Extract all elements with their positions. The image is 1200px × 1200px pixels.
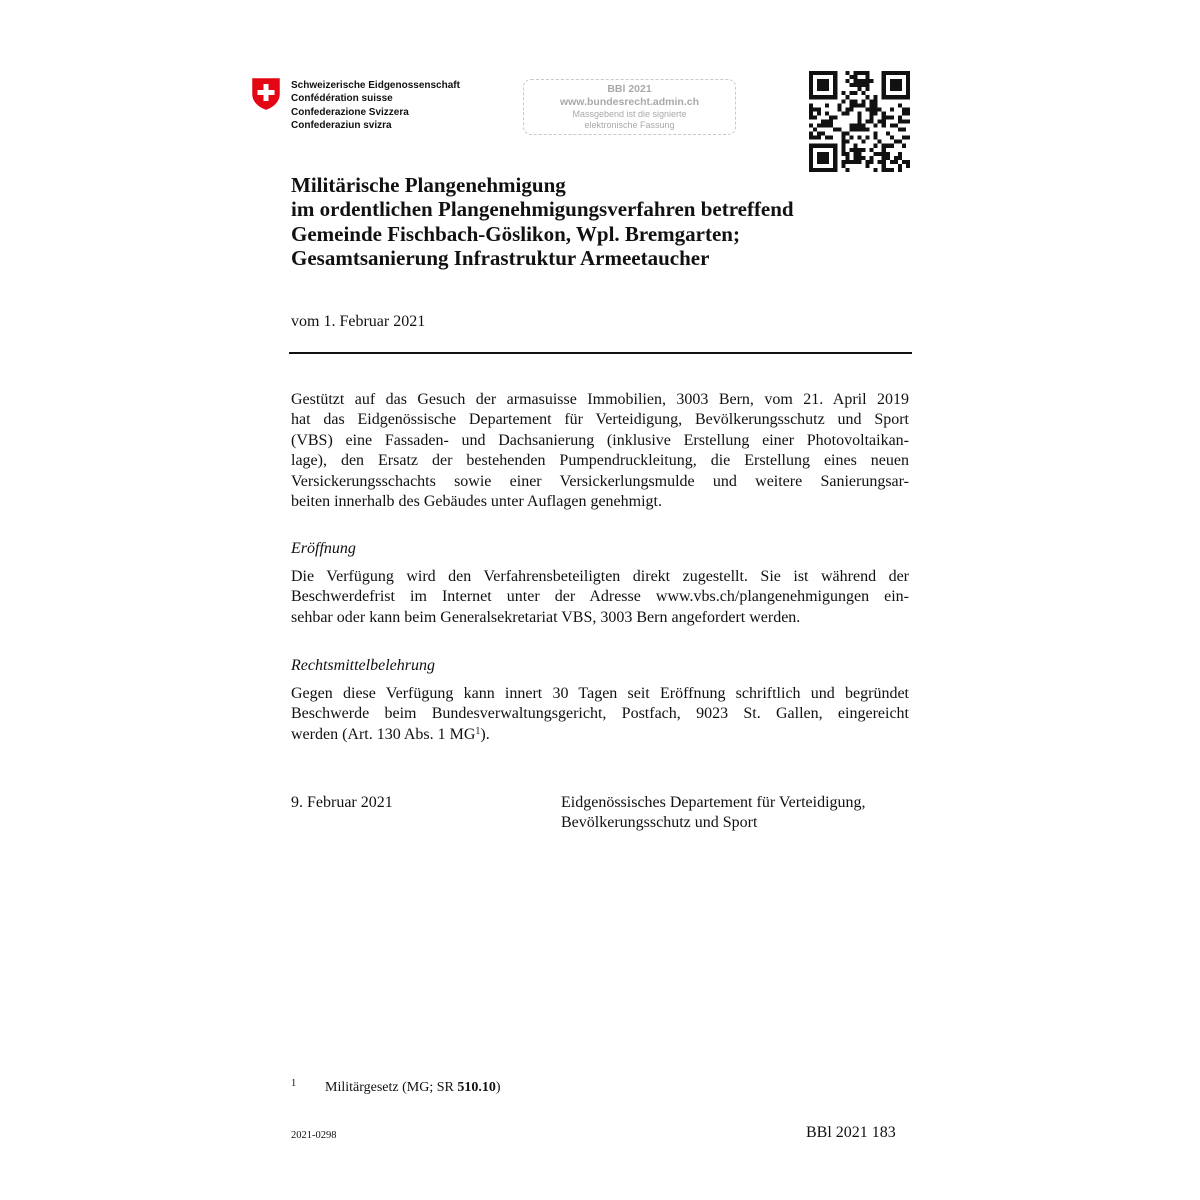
footnote-label: Militärgesetz (MG; SR bbox=[325, 1080, 458, 1095]
document-id: 2021-0298 bbox=[291, 1130, 337, 1141]
page-reference: BBl 2021 183 bbox=[806, 1124, 896, 1141]
swiss-crest-icon bbox=[251, 77, 281, 110]
intro-line: beiten innerhalb des Gebäudes unter Auflagen genehmigt. bbox=[291, 493, 662, 511]
intro-line: Gestützt auf das Gesuch der armasuisse Immobilien, 3003 Bern, vom 21. April 2019 bbox=[291, 391, 909, 408]
confederation-line-de: Schweizerische Eidgenossenschaft bbox=[291, 80, 460, 91]
footnote-sr-number: 510.10 bbox=[457, 1080, 496, 1095]
intro-paragraph bbox=[291, 390, 909, 512]
title-line: im ordentlichen Plangenehmigungsverfahren betreffend bbox=[291, 197, 794, 222]
confederation-line-fr: Confédération suisse bbox=[291, 93, 393, 105]
signature-organization bbox=[561, 793, 866, 834]
confederation-name bbox=[291, 79, 460, 132]
intro-line: Versickerungsschachts sowie einer Versickerlungsmulde und weitere Sanierungsar- bbox=[291, 472, 909, 490]
signature-org-line: Bevölkerungsschutz und Sport bbox=[561, 814, 758, 832]
footnote-close: ) bbox=[495, 1080, 501, 1095]
intro-line: (VBS) eine Fassaden- und Dachsanierung (inklusive Erstellung einer Photovoltaikan- bbox=[291, 431, 909, 449]
stamp-note-1: Massgebend ist die signierte bbox=[572, 109, 687, 119]
confederation-line-rm: Confederaziun svizra bbox=[291, 119, 392, 131]
intro-line: lage), den Ersatz der bestehenden Pumpendruckleitung, die Erstellung eines neuen bbox=[291, 452, 909, 470]
footnote-text bbox=[325, 1079, 501, 1097]
document-title bbox=[291, 173, 794, 270]
rechtsmittel-line bbox=[291, 725, 909, 745]
rechtsmittel-paragraph bbox=[291, 684, 909, 745]
footnote-marker[interactable]: 1 bbox=[475, 725, 481, 737]
signature-date: 9. Februar 2021 bbox=[291, 794, 393, 811]
eroeffnung-line: Beschwerdefrist im Internet unter der Adresse www.vbs.ch/plangenehmigungen ein- bbox=[291, 588, 909, 606]
stamp-url: www.bundesrecht.admin.ch bbox=[559, 96, 700, 108]
rechtsmittel-line-end: ). bbox=[480, 725, 490, 743]
eroeffnung-line: sehbar oder kann beim Generalsekretariat VBS, 3003 Bern angefordert werden. bbox=[291, 608, 801, 626]
eroeffnung-paragraph bbox=[291, 567, 909, 628]
section-heading-rechtsmittelbelehrung: Rechtsmittelbelehrung bbox=[291, 657, 435, 674]
confederation-line-it: Confederazione Svizzera bbox=[291, 106, 409, 118]
title-line: Gemeinde Fischbach-Göslikon, Wpl. Bremgarten; bbox=[291, 221, 740, 246]
title-divider bbox=[289, 352, 912, 354]
intro-line: hat das Eidgenössische Departement für Verteidigung, Bevölkerungsschutz und Sport bbox=[291, 411, 909, 429]
publication-stamp bbox=[523, 79, 736, 135]
title-line: Militärische Plangenehmigung bbox=[291, 173, 566, 197]
stamp-note-2: elektronische Fassung bbox=[584, 120, 675, 130]
rechtsmittel-line: Gegen diese Verfügung kann innert 30 Tagen seit Eröffnung schriftlich und begründet bbox=[291, 685, 909, 702]
rechtsmittel-line: Beschwerde beim Bundesverwaltungsgericht, Postfach, 9023 St. Gallen, eingereicht bbox=[291, 705, 909, 723]
section-heading-eroeffnung: Eröffnung bbox=[291, 540, 356, 557]
footnote-number: 1 bbox=[291, 1078, 297, 1089]
document-date: vom 1. Februar 2021 bbox=[291, 313, 426, 330]
stamp-publication: BBl 2021 bbox=[607, 83, 652, 95]
title-line: Gesamtsanierung Infrastruktur Armeetaucher bbox=[291, 245, 710, 270]
signature-org-line: Eidgenössisches Departement für Verteidigung, bbox=[561, 794, 866, 811]
eroeffnung-line: Die Verfügung wird den Verfahrensbeteiligten direkt zugestellt. Sie ist während der bbox=[291, 568, 909, 585]
rechtsmittel-line-text: werden (Art. 130 Abs. 1 MG bbox=[291, 725, 476, 743]
qr-code-icon bbox=[809, 71, 910, 172]
